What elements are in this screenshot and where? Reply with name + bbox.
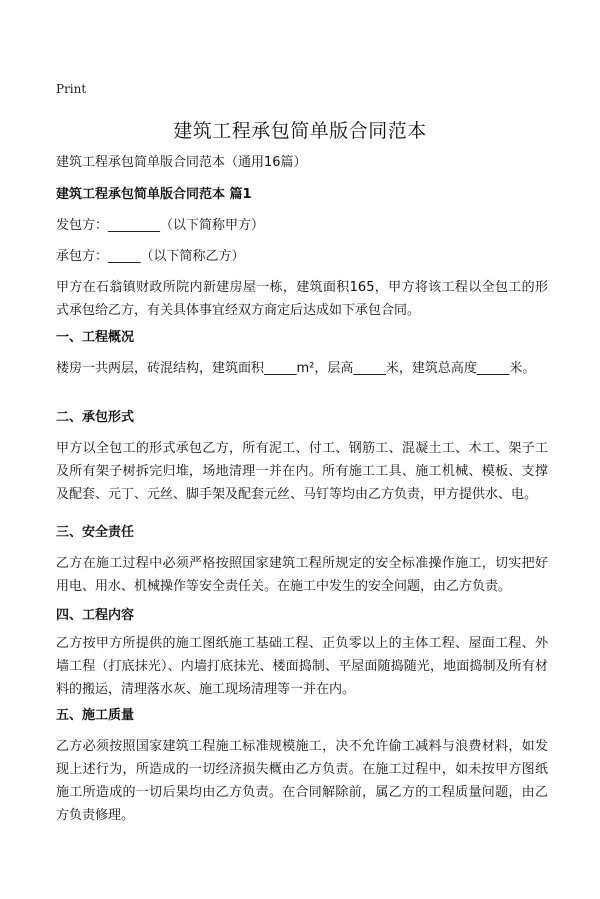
section-heading: 一、工程概况 — [56, 330, 135, 345]
section-heading: 四、工程内容 — [56, 608, 135, 623]
print-link[interactable]: Print — [56, 82, 87, 96]
section-body: 甲方以全包工的形式承包乙方，所有泥工、付工、钢筋工、混凝土工、木工、架子工及所有架子树拆完归堆，场地清理一并在内。所有施工工具、施工机械、模板、支撑及配套、元丁、元丝、脚手架及配套元丝、马钉等均由乙方负责，甲方提供水、电。 — [56, 441, 548, 502]
document-title: 建筑工程承包简单版合同范本 — [173, 120, 427, 142]
section-heading: 二、承包形式 — [56, 410, 135, 425]
section-body: 乙方在施工过程中必须严格按照国家建筑工程所规定的安全标准操作施工，切实把好用电、用水、机械操作等安全责任关。在施工中发生的安全问题，由乙方负责。 — [56, 556, 548, 594]
article-heading: 建筑工程承包简单版合同范本 篇1 — [56, 187, 252, 202]
section-heading: 五、施工质量 — [56, 708, 135, 723]
section-body: 乙方按甲方所提供的施工图纸施工基础工程、正负零以上的主体工程、屋面工程、外墙工程（打底抹光）、内墙打底抹光、楼面捣制、平屋面随捣随光，地面捣制及所有材料的搬运，清理落水灰、施工现场清理等一并在内。 — [56, 636, 548, 697]
party-b-line: 承包方：_____（以下简称乙方） — [56, 249, 245, 264]
document-subtitle: 建筑工程承包简单版合同范本（通用16篇） — [56, 155, 307, 170]
party-a-line: 发包方：________（以下简称甲方） — [56, 218, 265, 233]
section-body: 乙方必须按照国家建筑工程施工标准规模施工，决不允许偷工减料与浪费材料，如发现上述行为，所造成的一切经济损失概由乙方负责。在施工过程中，如未按甲方图纸施工所造成的一切后果均由乙方负责。在合同解除前，属乙方的工程质量问题，由乙方负责修理。 — [56, 739, 548, 823]
section-body: 楼房一共两层，砖混结构，建筑面积_____m²，层高_____米，建筑总高度_____米。 — [56, 361, 536, 376]
intro-paragraph: 甲方在石翁镇财政所院内新建房屋一栋，建筑面积165，甲方将该工程以全包工的形式承包给乙方，有关具体事宜经双方商定后达成如下承包合同。 — [56, 280, 548, 318]
section-heading: 三、安全责任 — [56, 525, 135, 540]
